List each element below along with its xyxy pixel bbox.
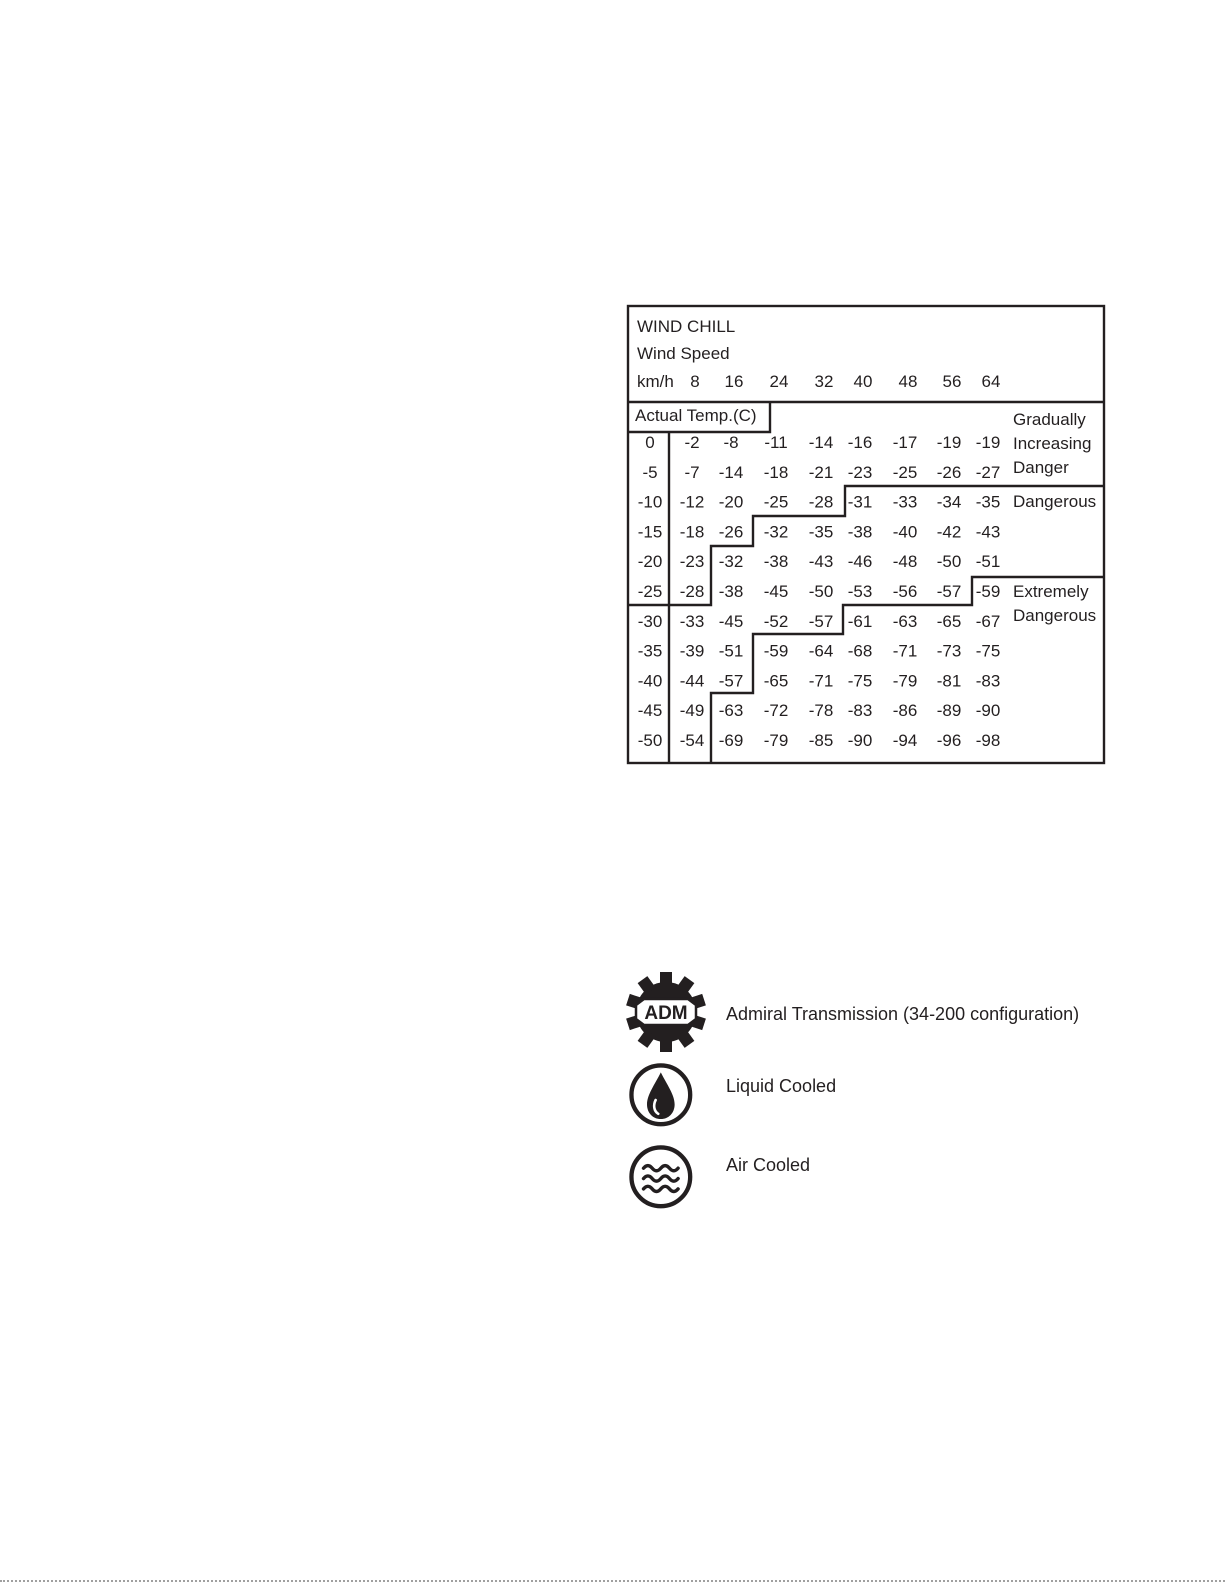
- wind-speed-tick: 64: [981, 372, 1001, 391]
- wind-chill-cell: -28: [808, 492, 834, 512]
- wind-chill-cell: -89: [936, 701, 962, 721]
- wind-chill-cell: -72: [763, 701, 789, 721]
- air-label: Air Cooled: [726, 1155, 811, 1175]
- wind-chill-cell: -28: [679, 582, 705, 601]
- wind-chill-cell: -26: [718, 522, 744, 542]
- wind-chill-cell: -12: [679, 492, 705, 512]
- wind-chill-cell: -26: [936, 462, 962, 482]
- wind-speed-tick: 56: [942, 372, 962, 391]
- wind-chill-cell: -78: [808, 701, 834, 721]
- wind-chill-cell: -51: [975, 552, 1001, 572]
- wind-chill-cell: -90: [975, 701, 1001, 721]
- actual-temp-cell: -40: [637, 671, 663, 691]
- wind-chill-cell: -32: [763, 522, 789, 542]
- page-bottom-rule: [0, 1580, 1225, 1582]
- actual-temp-cell: -10: [637, 492, 663, 512]
- wind-chill-cell: -38: [763, 552, 789, 572]
- wind-chill-cell: -86: [892, 701, 918, 721]
- wind-chill-cell: -75: [847, 671, 873, 691]
- wind-chill-cell: -19: [936, 433, 962, 452]
- wind-chill-cell: -71: [892, 641, 918, 661]
- wind-chill-cell: -96: [936, 731, 962, 750]
- wind-chill-cell: -43: [975, 522, 1001, 542]
- wind-chill-cell: -71: [808, 671, 834, 691]
- wind-chill-cell: -48: [892, 552, 918, 572]
- wind-chill-cell: -19: [975, 433, 1001, 452]
- wind-chill-cell: -50: [936, 552, 962, 572]
- actual-temp-cell: -15: [637, 522, 663, 542]
- wind-chill-cell: -79: [892, 671, 918, 691]
- actual-temp-cell: -5: [642, 462, 658, 482]
- wind-chill-cell: -38: [718, 582, 744, 601]
- wind-chill-cell: -45: [718, 611, 744, 631]
- wind-chill-cell: -8: [723, 433, 739, 452]
- wind-chill-cell: -35: [808, 522, 834, 542]
- wind-chill-cell: -56: [892, 582, 918, 601]
- adm-badge-text: ADM: [644, 1003, 688, 1024]
- wind-chill-cell: -81: [936, 671, 962, 691]
- wind-chill-cell: -73: [936, 641, 962, 661]
- wind-chill-cell: -49: [679, 701, 705, 721]
- wind-chill-cell: -85: [808, 731, 834, 750]
- wind-speed-tick: 16: [724, 372, 744, 391]
- wind-chill-cell: -63: [892, 611, 918, 631]
- wind-speed-label: Wind Speed: [637, 344, 730, 363]
- wind-chill-cell: -94: [892, 731, 918, 750]
- wind-chill-cell: -83: [975, 671, 1001, 691]
- wind-chill-cell: -68: [847, 641, 873, 661]
- wind-chill-cell: -57: [808, 611, 834, 631]
- wind-chill-cell: -59: [763, 641, 789, 661]
- wind-chill-cell: -27: [975, 462, 1001, 482]
- wind-chill-cell: -64: [808, 641, 834, 661]
- wind-chill-cell: -65: [763, 671, 789, 691]
- air-waves-icon: [628, 1144, 704, 1220]
- wind-speed-tick: 8: [690, 372, 700, 391]
- wind-speed-tick: 40: [853, 372, 873, 391]
- wind-chill-cell: -18: [763, 462, 789, 482]
- wind-chill-cell: -35: [975, 492, 1001, 512]
- wind-chill-cell: -32: [718, 552, 744, 572]
- wind-chill-cell: -42: [936, 522, 962, 542]
- wind-chill-cell: -31: [847, 492, 873, 512]
- wind-chill-cell: -38: [847, 522, 873, 542]
- zone-label-gradual-1: Gradually: [1013, 410, 1086, 429]
- wind-chill-cell: -23: [679, 552, 705, 572]
- wind-chill-cell: -51: [718, 641, 744, 661]
- unit-label: km/h: [637, 372, 674, 391]
- wind-chill-cell: -21: [808, 462, 834, 482]
- wind-chill-cell: -98: [975, 731, 1001, 750]
- actual-temp-cell: -25: [637, 582, 663, 601]
- wind-chill-cell: -16: [847, 433, 873, 452]
- wind-chill-cell: -45: [763, 582, 789, 601]
- wind-chill-cell: -50: [808, 582, 834, 601]
- water-drop-icon: [628, 1062, 704, 1138]
- wind-chill-cell: -59: [975, 582, 1001, 601]
- actual-temp-cell: -20: [637, 552, 663, 572]
- liquid-label: Liquid Cooled: [726, 1076, 837, 1096]
- actual-temp-cell: -35: [637, 641, 663, 661]
- wind-chill-cell: -25: [763, 492, 789, 512]
- wind-chill-cell: -79: [763, 731, 789, 750]
- wind-chill-cell: -90: [847, 731, 873, 750]
- wind-chill-cell: -67: [975, 611, 1001, 631]
- wind-speed-tick: 32: [814, 372, 834, 391]
- wind-chill-cell: -65: [936, 611, 962, 631]
- wind-chill-cell: -34: [936, 492, 962, 512]
- actual-temp-cell: 0: [645, 433, 655, 452]
- actual-temp-cell: -45: [637, 701, 663, 721]
- wind-chill-cell: -57: [718, 671, 744, 691]
- wind-chill-cell: -63: [718, 701, 744, 721]
- wind-chill-cell: -33: [892, 492, 918, 512]
- wind-chill-cell: -61: [847, 611, 873, 631]
- wind-chill-cell: -18: [679, 522, 705, 542]
- wind-chill-cell: -14: [808, 433, 834, 452]
- wind-chill-cell: -25: [892, 462, 918, 482]
- zone-label-gradual-2: Increasing: [1013, 434, 1092, 453]
- wind-chill-cell: -17: [892, 433, 918, 452]
- wind-chill-cell: -11: [764, 433, 788, 452]
- wind-chill-cell: -20: [718, 492, 744, 512]
- wind-chill-cell: -57: [936, 582, 962, 601]
- temp-header: Actual Temp.(C): [635, 406, 757, 425]
- wind-chill-cell: -7: [684, 462, 700, 482]
- zone-label-extreme-2: Dangerous: [1013, 606, 1097, 625]
- wind-chill-cell: -54: [679, 731, 705, 750]
- wind-speed-tick: 24: [769, 372, 789, 391]
- wind-chill-cell: -83: [847, 701, 873, 721]
- actual-temp-cell: -30: [637, 611, 663, 631]
- wind-chill-cell: -44: [679, 671, 705, 691]
- wind-speed-tick: 48: [898, 372, 918, 391]
- zone-label-extreme-1: Extremely: [1013, 582, 1089, 601]
- zone-label-gradual-3: Danger: [1013, 458, 1069, 477]
- wind-chill-cell: -43: [808, 552, 834, 572]
- wind-chill-cell: -40: [892, 522, 918, 542]
- wind-chill-cell: -2: [684, 433, 700, 452]
- gear-badge-icon: [622, 968, 710, 1056]
- wind-chill-cell: -53: [847, 582, 873, 601]
- wind-chill-cell: -46: [847, 552, 873, 572]
- wind-chill-cell: -14: [718, 462, 744, 482]
- wind-chill-cell: -75: [975, 641, 1001, 661]
- wind-chill-cell: -23: [847, 462, 873, 482]
- wind-chill-cell: -69: [718, 731, 744, 750]
- wind-chill-cell: -39: [679, 641, 705, 661]
- wind-chill-cell: -33: [679, 611, 705, 631]
- adm-label: Admiral Transmission (34-200 configuration): [726, 1004, 1080, 1024]
- actual-temp-cell: -50: [637, 731, 663, 750]
- wind-chill-cell: -52: [763, 611, 789, 631]
- zone-label-dangerous: Dangerous: [1013, 492, 1097, 511]
- chart-title: WIND CHILL: [637, 317, 736, 336]
